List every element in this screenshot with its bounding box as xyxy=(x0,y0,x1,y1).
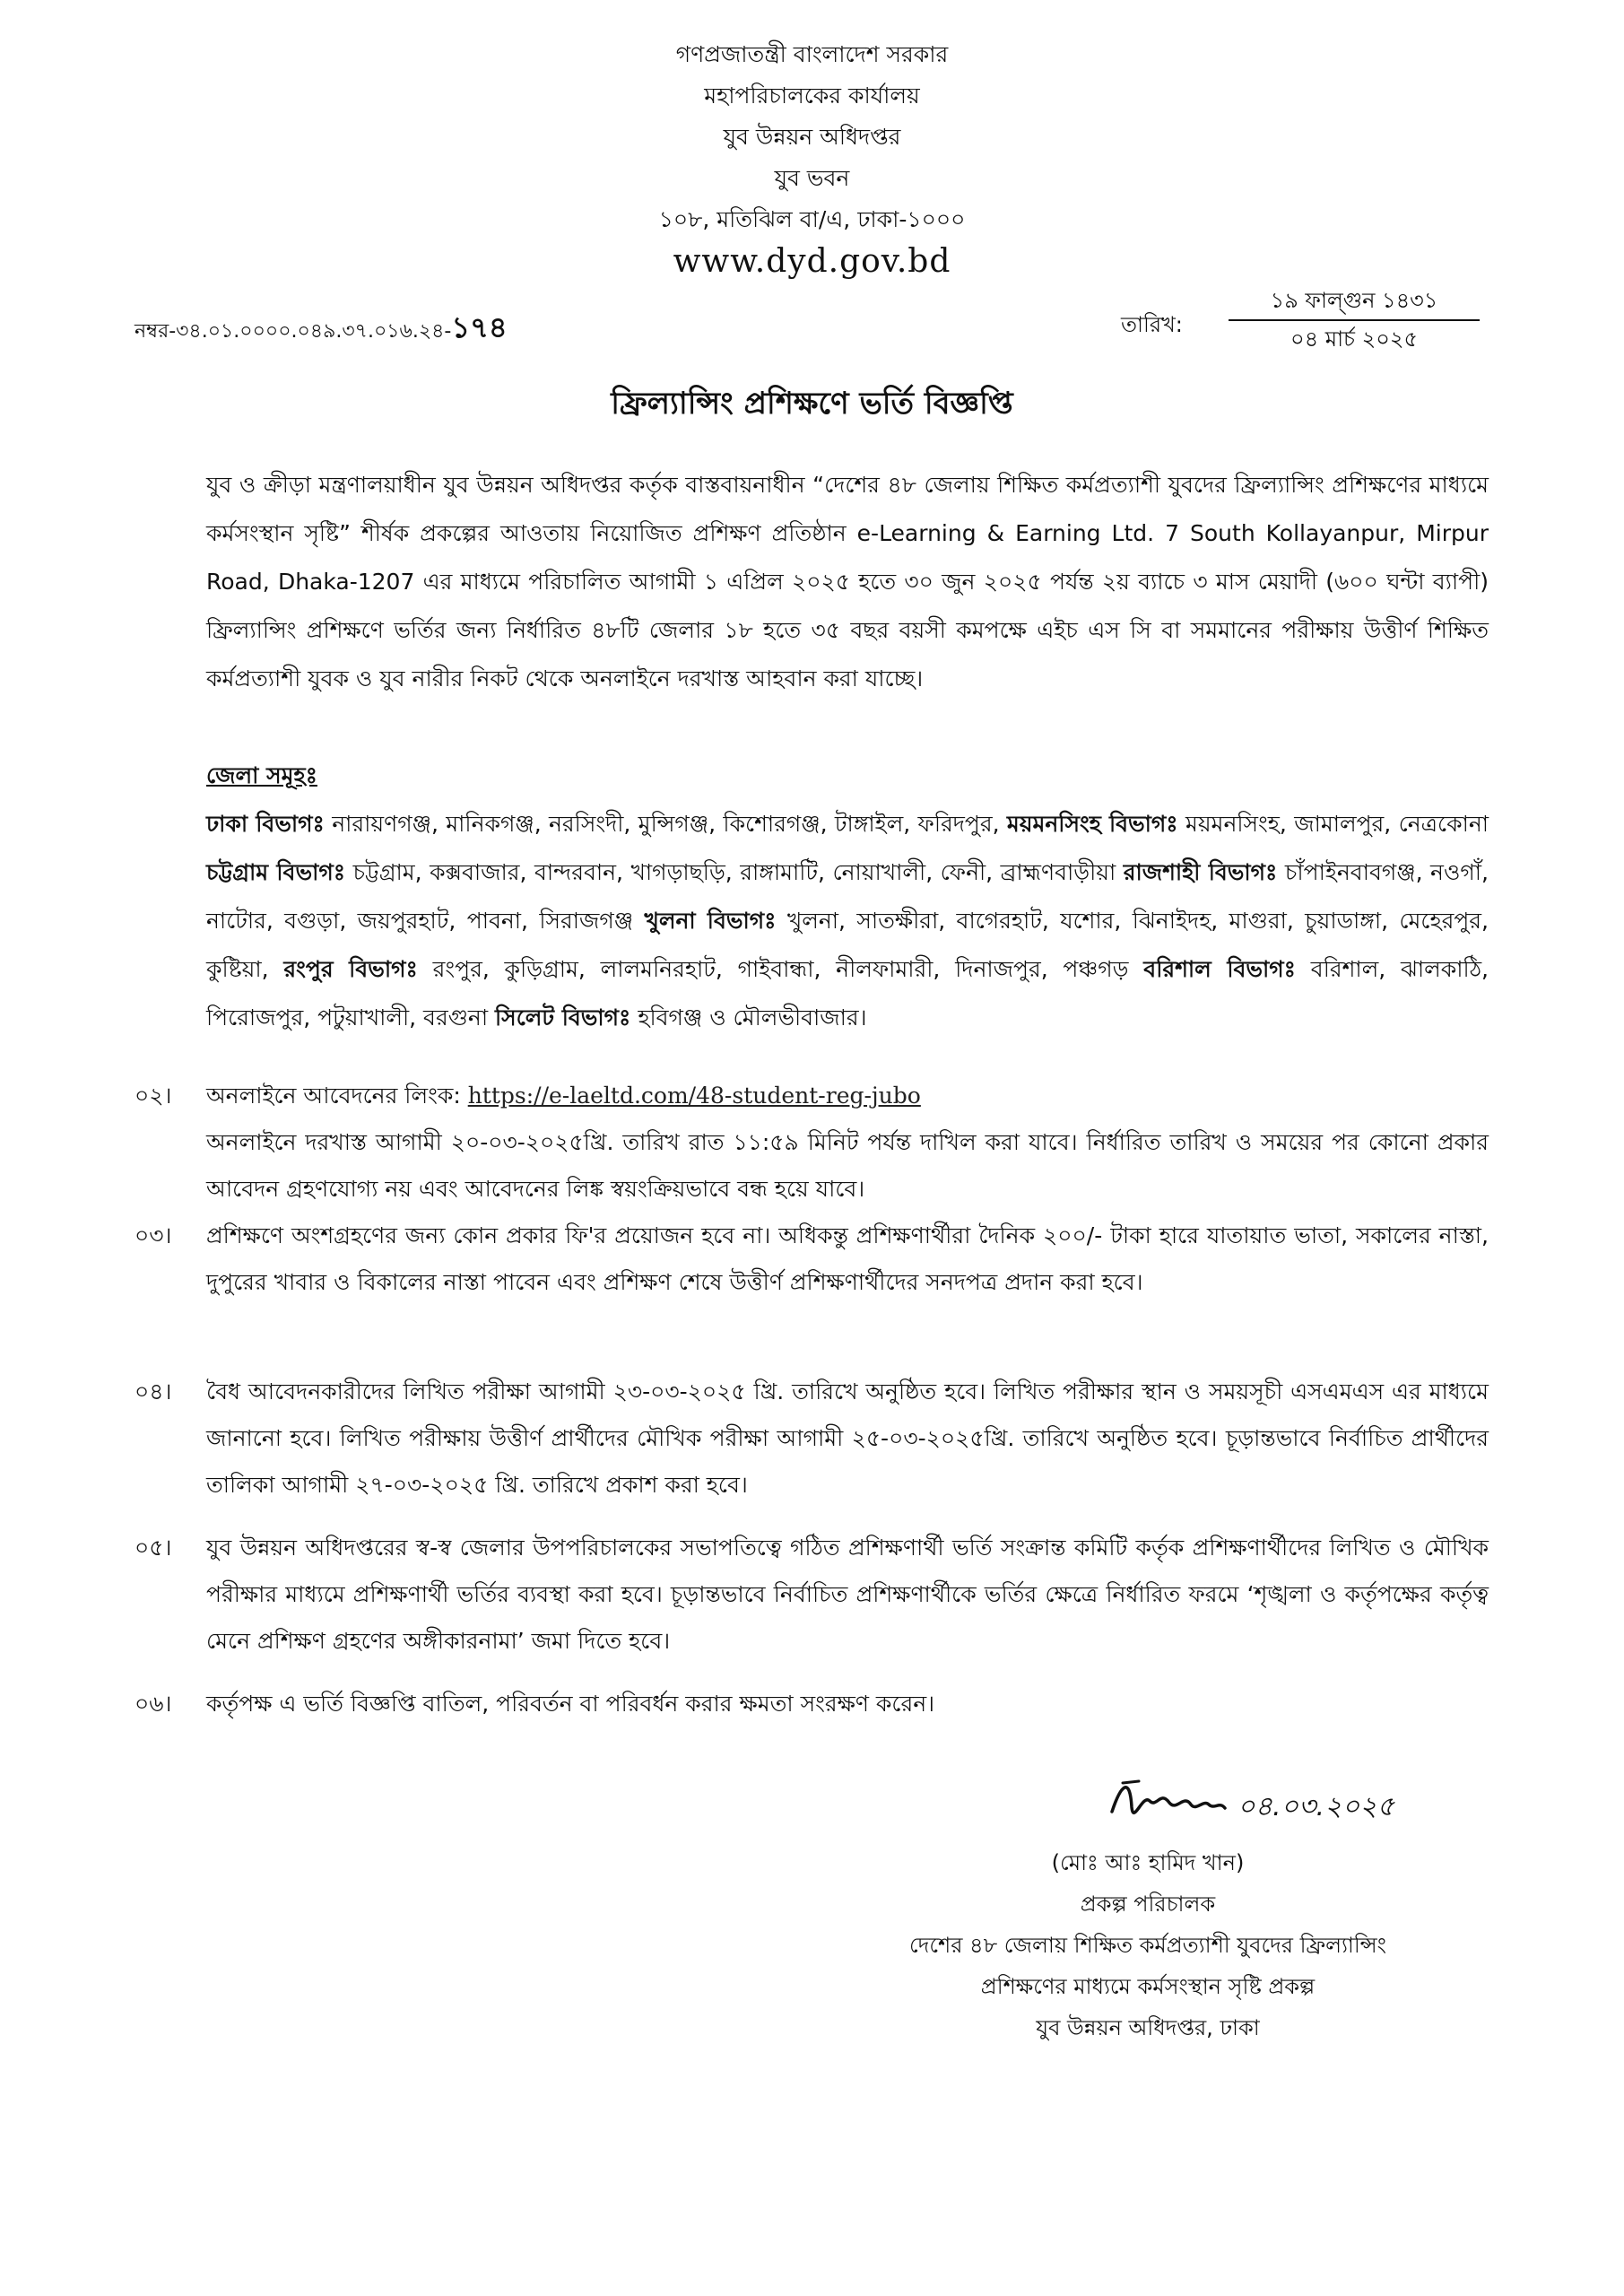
deadline-text: অনলাইনে দরখাস্ত আগামী ২০-০৩-২০২৫খ্রি. তারিখ রাত ১১:৫৯ মিনিট পর্যন্ত দাখিল করা যাবে। নির্ধারিত তারিখ ও সময়ের পর কোনো প্রকার আবেদন গ্রহণযোগ্য নয় এবং আবেদনের লিঙ্ক স্বয়ংক্রিয়ভাবে বন্ধ হয়ে যাবে। xyxy=(206,1129,1489,1202)
website[interactable]: www.dyd.gov.bd xyxy=(673,243,951,280)
clause-text: বৈধ আবেদনকারীদের লিখিত পরীক্ষা আগামী ২৩-০৩-২০২৫ খ্রি. তারিখে অনুষ্ঠিত হবে। লিখিত পরীক্ষার স্থান ও সময়সূচী এসএমএস এর মাধ্যমে জানানো হবে। লিখিত পরীক্ষায় উত্তীর্ণ প্রার্থীদের মৌখিক পরীক্ষা আগামী ২৫-০৩-২০২৫খ্রি. তারিখে অনুষ্ঠিত হবে। চূড়ান্তভাবে নির্বাচিত প্রার্থীদের তালিকা আগামী ২৭-০৩-২০২৫ খ্রি. তারিখে প্রকাশ করা হবে। xyxy=(206,1378,1489,1498)
clause-text xyxy=(206,1073,1489,1213)
clause-text: প্রশিক্ষণে অংশগ্রহণের জন্য কোন প্রকার ফি'র প্রয়োজন হবে না। অধিকন্তু প্রশিক্ষণার্থীরা দৈনিক ২০০/- টাকা হারে যাতায়াত ভাতা, সকালের নাস্তা, দুপুরের খাবার ও বিকালের নাস্তা পাবেন এবং প্রশিক্ষণ শেষে উত্তীর্ণ প্রশিক্ষণার্থীদের সনদপত্র প্রদান করা হবে। xyxy=(206,1222,1489,1295)
districts-rajshahi: চাঁপাইনবাবগঞ্জ, নওগাঁ, নাটোর, বগুড়া, জয়পুরহাট, পাবনা, সিরাজগঞ্জ xyxy=(206,859,1489,934)
districts-barishal: বরিশাল, ঝালকাঠি, পিরোজপুর, পটুয়াখালী, বরগুনা xyxy=(206,956,1489,1031)
districts-dhaka: নারায়ণগঞ্জ, মানিকগঞ্জ, নরসিংদী, মুন্সিগঞ্জ, কিশোরগঞ্জ, টাঙ্গাইল, ফরিদপুর, xyxy=(332,811,1000,837)
division-label-rajshahi: রাজশাহী বিভাগঃ xyxy=(1123,859,1278,885)
clause-text: যুব উন্নয়ন অধিদপ্তরের স্ব-স্ব জেলার উপপরিচালকের সভাপতিত্বে গঠিত প্রশিক্ষণার্থী ভর্তি সংক্রান্ত কমিটি কর্তৃক প্রশিক্ষণার্থীদের লিখিত ও মৌখিক পরীক্ষার মাধ্যমে প্রশিক্ষণার্থী ভর্তির ব্যবস্থা করা হবে। চূড়ান্তভাবে নির্বাচিত প্রশিক্ষণার্থীকে ভর্তির ক্ষেত্রে নির্ধারিত ফরমে ‘শৃঙ্খলা ও কর্তৃপক্ষের কর্তৃত্ব মেনে প্রশিক্ষণ গ্রহণের অঙ্গীকারনামা’ জমা দিতে হবে। xyxy=(206,1535,1489,1654)
department-name: যুব উন্নয়ন অধিদপ্তর xyxy=(723,124,901,150)
clause-number: ০৬। xyxy=(135,1691,172,1717)
signatory-block xyxy=(807,1842,1489,2048)
division-label-barishal: বরিশাল বিভাগঃ xyxy=(1143,956,1296,982)
division-label-sylhet: সিলেট বিভাগঃ xyxy=(495,1004,631,1031)
application-link-line xyxy=(206,1073,1489,1119)
memo-number-suffix: ১৭৪ xyxy=(451,310,508,344)
application-link-label: অনলাইনে আবেদনের লিংক: xyxy=(206,1083,461,1109)
memo-number xyxy=(135,305,508,353)
clause-number: ০৪। xyxy=(135,1378,172,1405)
clause-02 xyxy=(135,1073,1489,1213)
project-name-line1: দেশের ৪৮ জেলায় শিক্ষিত কর্মপ্রত্যাশী যুবদের ফ্রিল্যান্সিং xyxy=(909,1933,1386,1958)
date-label: তারিখ: xyxy=(1121,312,1183,337)
signature-date: ০৪.০৩.২০২৫ xyxy=(1238,1791,1395,1822)
districts-rangpur: রংপুর, কুড়িগ্রাম, লালমনিরহাট, গাইবান্ধা, নীলফামারী, দিনাজপুর, পঞ্চগড় xyxy=(432,956,1129,982)
address: ১০৮, মতিঝিল বা/এ, ঢাকা-১০০০ xyxy=(658,206,966,232)
districts-sylhet: হবিগঞ্জ ও মৌলভীবাজার। xyxy=(638,1004,867,1031)
date-gregorian: ০৪ মার্চ ২০২৫ xyxy=(1290,326,1419,352)
signatory-office: যুব উন্নয়ন অধিদপ্তর, ঢাকা xyxy=(1036,2015,1260,2040)
signatory-designation: প্রকল্প পরিচালক xyxy=(1080,1892,1216,1917)
districts-khulna: খুলনা, সাতক্ষীরা, বাগেরহাট, যশোর, ঝিনাইদহ, মাগুরা, চুয়াডাঙ্গা, মেহেরপুর, কুষ্টিয়া, xyxy=(206,908,1489,982)
clause-number: ০২। xyxy=(135,1083,172,1109)
application-link[interactable]: https://e-laeltd.com/48-student-reg-jubo xyxy=(467,1083,921,1109)
division-label-rangpur: রংপুর বিভাগঃ xyxy=(283,956,418,982)
memo-number-prefix: নম্বর-৩৪.০১.০০০০.০৪৯.৩৭.০১৬.২৪- xyxy=(135,320,452,343)
clause-04 xyxy=(135,1369,1489,1509)
districts-section xyxy=(206,752,1489,1042)
clause-number: ০৫। xyxy=(135,1535,172,1561)
handwritten-signature xyxy=(1103,1758,1480,1839)
intro-paragraph: যুব ও ক্রীড়া মন্ত্রণালয়াধীন যুব উন্নয়ন অধিদপ্তর কর্তৃক বাস্তবায়নাধীন “দেশের ৪৮ জেলায় শিক্ষিত কর্মপ্রত্যাশী যুবদের ফ্রিল্যান্সিং প্রশিক্ষণের মাধ্যমে কর্মসংস্থান সৃষ্টি” শীর্ষক প্রকল্পের আওতায় নিয়োজিত প্রশিক্ষণ প্রতিষ্ঠান e-Learning & Earning Ltd. 7 South Kollayanpur, Mirpur Road, Dhaka-1207 এর মাধ্যমে পরিচালিত আগামী ১ এপ্রিল ২০২৫ হতে ৩০ জুন ২০২৫ পর্যন্ত ২য় ব্যাচে ৩ মাস মেয়াদী (৬০০ ঘন্টা ব্যাপী) ফ্রিল্যান্সিং প্রশিক্ষণে ভর্তির জন্য নির্ধারিত ৪৮টি জেলার ১৮ হতে ৩৫ বছর বয়সী কমপক্ষে এইচ এস সি বা সমমানের পরীক্ষায় উত্তীর্ণ শিক্ষিত কর্মপ্রত্যাশী যুবক ও যুব নারীর নিকট থেকে অনলাইনে দরখাস্ত আহবান করা যাচ্ছে। xyxy=(206,472,1489,691)
clause-03 xyxy=(135,1213,1489,1306)
project-name-line2: প্রশিক্ষণের মাধ্যমে কর্মসংস্থান সৃষ্টি প্রকল্প xyxy=(980,1974,1316,1999)
districts-chattogram: চট্টগ্রাম, কক্সবাজার, বান্দরবান, খাগড়াছড়ি, রাঙ্গামাটি, নোয়াখালী, ফেনী, ব্রাহ্মণবাড়ীয়া xyxy=(352,859,1116,885)
letterhead xyxy=(0,34,1624,283)
division-label-chattogram: চট্টগ্রাম বিভাগঃ xyxy=(206,859,346,885)
division-label-dhaka: ঢাকা বিভাগঃ xyxy=(206,811,325,837)
clause-number: ০৩। xyxy=(135,1222,172,1248)
districts-list xyxy=(206,800,1489,1042)
signatory-name: (মোঃ আঃ হামিদ খান) xyxy=(1051,1850,1245,1875)
office-name: মহাপরিচালকের কার্যালয় xyxy=(704,83,920,109)
division-label-khulna: খুলনা বিভাগঃ xyxy=(644,908,777,934)
dates xyxy=(1229,282,1480,357)
division-label-mymensingh: ময়মনসিংহ বিভাগঃ xyxy=(1006,811,1178,837)
clause-06 xyxy=(135,1681,1489,1727)
districts-mymensingh: ময়মনসিংহ, জামালপুর, নেত্রকোনা xyxy=(1185,811,1489,837)
date-bangla: ১৯ ফাল্গুন ১৪৩১ xyxy=(1229,282,1480,321)
districts-heading: জেলা সমূহঃ xyxy=(206,762,317,788)
clause-05 xyxy=(135,1525,1489,1665)
building-name: যুব ভবন xyxy=(774,165,850,191)
notice-title: ফ্রিল্যান্সিং প্রশিক্ষণে ভর্তি বিজ্ঞপ্তি xyxy=(611,386,1013,422)
govt-name: গণপ্রজাতন্ত্রী বাংলাদেশ সরকার xyxy=(675,41,949,67)
clause-text: কর্তৃপক্ষ এ ভর্তি বিজ্ঞপ্তি বাতিল, পরিবর্তন বা পরিবর্ধন করার ক্ষমতা সংরক্ষণ করেন। xyxy=(206,1691,935,1717)
